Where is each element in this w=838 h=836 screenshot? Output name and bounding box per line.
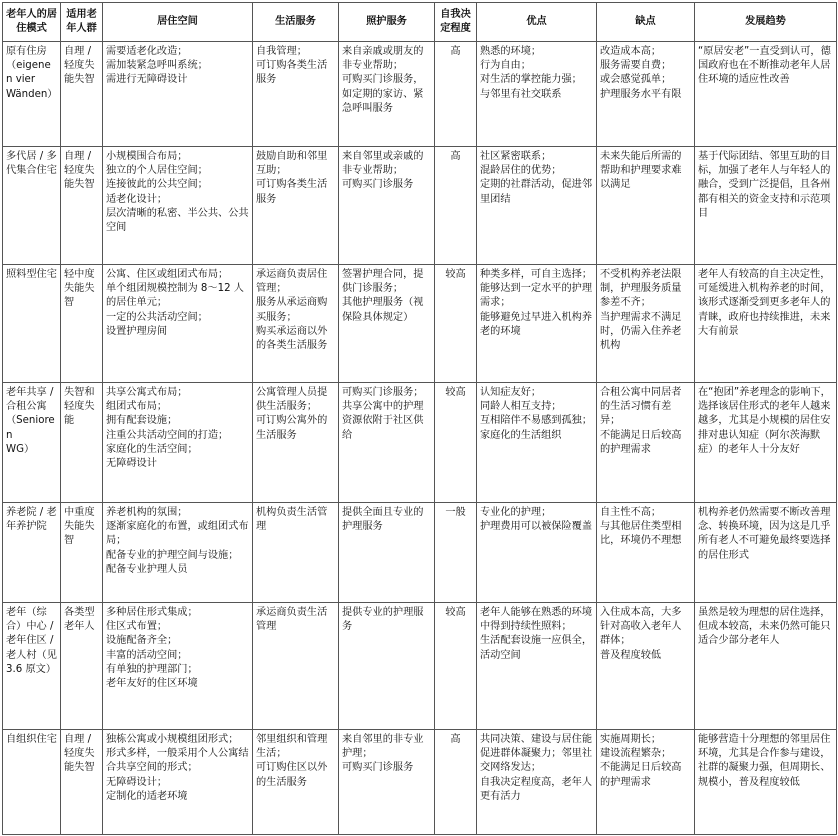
cell-space [103, 383, 253, 503]
cell-trend [695, 265, 837, 383]
cell-care-service [339, 147, 435, 265]
cell-line: 一定的公共活动空间； [106, 311, 208, 323]
cell-line: 自理 / 轻度失能失智 [64, 734, 95, 774]
cell-line: 在“抱团”养老理念的影响下，选择该居住形式的老年人越来越多，尤其是小规模的居住安排对患认知症（阿尔茨海默症）的老年人十分友好 [698, 387, 831, 455]
cell-line: 中重度失能失智 [64, 507, 95, 547]
cell-self-determination: 高 [435, 730, 477, 835]
cell-cons [597, 730, 695, 835]
cell-trend [695, 147, 837, 265]
cell-line: 来自亲戚或朋友的非专业帮助； [342, 46, 424, 72]
cell-mode [3, 603, 61, 730]
cell-line: 互相陪伴不易感到孤独； [480, 415, 593, 427]
cell-life-service [253, 42, 339, 147]
cell-space [103, 503, 253, 603]
cell-line: 邻里组织和管理生活； [256, 734, 328, 760]
cell-mode [3, 383, 61, 503]
cell-line: 多种居住形式集成； [106, 607, 198, 618]
cell-line: 组团式布局； [106, 401, 168, 413]
cell-mode [3, 730, 61, 835]
cell-self-determination: 较高 [435, 383, 477, 503]
cell-line: 生活配套设施一应俱全，活动空间 [480, 635, 593, 661]
cell-line: 承运商负责生活管理 [256, 607, 328, 633]
cell-line: 承运商负责居住管理； [256, 269, 328, 295]
cell-group [61, 730, 103, 835]
cell-line: 可订购各类生活服务 [256, 179, 328, 205]
cell-line: 老年（综合）中心 / 老年住区 / 老人村（见 3.6 原文） [6, 607, 57, 675]
cell-line: 设置护理房间 [106, 325, 168, 337]
cell-line: 轻中度失能失智 [64, 269, 95, 309]
cell-line: 养老机构的氛围； [106, 507, 188, 518]
cell-line: 老年友好的住区环境 [106, 678, 198, 690]
cell-line: 不能满足日后较高的护理需求 [600, 429, 682, 455]
cell-line: 来自邻里的非专业护理； [342, 734, 424, 760]
cell-line: “原居安老”一直受到认可，德国政府也在不断推动老年人居住环境的适应性改善 [698, 46, 831, 86]
cell-line: 原有住房 [6, 46, 47, 57]
cell-space [103, 42, 253, 147]
elderly-housing-comparison-table [2, 2, 837, 835]
header-cons: 缺点 [597, 3, 695, 42]
cell-line: 机构养老仍然需要不断改善理念、转换环境，因为这是几乎所有老人不可避免最终要选择的居住形式 [698, 507, 831, 561]
cell-line: 能够营造十分理想的邻里居住环境，尤其是合作参与建设，社群的凝聚力强，但周期长、规模小，普及程度较低 [698, 734, 831, 788]
cell-pros [477, 383, 597, 503]
cell-line: 可购买门诊服务 [342, 179, 414, 191]
cell-life-service [253, 265, 339, 383]
cell-line: 需进行无障碍设计 [106, 74, 188, 86]
cell-pros [477, 730, 597, 835]
cell-line: 丰富的活动空间； [106, 649, 188, 661]
cell-line: 多代居 / 多代集合住宅 [6, 151, 57, 177]
cell-group [61, 603, 103, 730]
cell-line: 虽然是较为理想的居住选择，但成本较高，未来仍然可能只适合少部分老年人 [698, 607, 831, 647]
cell-line: 或会感觉孤单； [600, 74, 672, 86]
cell-line: 同龄人相互支持； [480, 401, 562, 413]
cell-line: 失智和轻度失能 [64, 387, 95, 427]
cell-line: 公寓、住区或组团式布局； [106, 269, 229, 280]
cell-life-service [253, 503, 339, 603]
cell-line: 设施配备齐全； [106, 635, 178, 647]
cell-line: 来自邻里或亲戚的非专业帮助； [342, 151, 424, 177]
cell-line: 合租公寓中同居者的生活习惯有差异； [600, 387, 682, 427]
cell-line: WG） [6, 443, 35, 455]
cell-line: 实施周期长； [600, 734, 662, 745]
cell-pros [477, 503, 597, 603]
cell-line: 自理 / 轻度失能失智 [64, 46, 95, 86]
header-space: 居住空间 [103, 3, 253, 42]
cell-line: 建设流程繁杂； [600, 748, 672, 760]
cell-line: 自主性不高； [600, 507, 662, 518]
cell-line: 能够达到一定水平的护理需求； [480, 283, 593, 309]
cell-mode [3, 147, 61, 265]
cell-line: 注重公共活动空间的打造； [106, 429, 229, 441]
cell-cons [597, 383, 695, 503]
cell-group [61, 503, 103, 603]
cell-line: 可购买门诊服务； [342, 387, 424, 398]
cell-line: 公寓管理人员提供生活服务； [256, 387, 328, 413]
cell-mode [3, 503, 61, 603]
cell-line: 机构负责生活管理 [256, 507, 328, 533]
table-row [3, 730, 837, 835]
cell-group [61, 42, 103, 147]
cell-line: 无障碍设计； [106, 776, 168, 788]
cell-line: 混龄居住的优势； [480, 165, 562, 177]
cell-trend [695, 503, 837, 603]
cell-line: 老年人能够在熟悉的环境中得到持续性照料； [480, 607, 593, 633]
cell-pros [477, 265, 597, 383]
cell-care-service [339, 42, 435, 147]
cell-line: 行为自由； [480, 60, 531, 72]
cell-line: 共同决策、建设与居住能促进群体凝聚力；邻里社交网络发达； [480, 734, 593, 774]
cell-line: 不能满足日后较高的护理需求 [600, 762, 682, 788]
header-life-service: 生活服务 [253, 3, 339, 42]
table-row [3, 503, 837, 603]
cell-self-determination: 较高 [435, 603, 477, 730]
table-row [3, 383, 837, 503]
cell-space [103, 147, 253, 265]
header-self-determination: 自我决定程度 [435, 3, 477, 42]
cell-line: 提供全面且专业的护理服务 [342, 507, 424, 533]
cell-self-determination: 一般 [435, 503, 477, 603]
cell-line: 定期的社群活动，促进邻里团结 [480, 179, 593, 205]
cell-line: 提供专业的护理服务 [342, 607, 424, 633]
cell-line: 种类多样，可自主选择； [480, 269, 593, 280]
cell-mode [3, 42, 61, 147]
cell-line: 小规模围合布局； [106, 151, 188, 162]
cell-line: 购买承运商以外的各类生活服务 [256, 325, 328, 352]
cell-mode [3, 265, 61, 383]
cell-line: 普及程度较低 [600, 649, 662, 661]
cell-life-service [253, 730, 339, 835]
cell-line: 可购买门诊服务，如定期的家访、紧急呼叫服务 [342, 74, 424, 114]
cell-space [103, 730, 253, 835]
cell-line: 单个组团规模控制为 8～12 人的居住单元； [106, 283, 244, 309]
cell-line: 自理 / 轻度失能失智 [64, 151, 95, 191]
cell-line: 签署护理合同，提供门诊服务； [342, 269, 424, 295]
cell-cons [597, 503, 695, 603]
cell-trend [695, 383, 837, 503]
cell-space [103, 265, 253, 383]
cell-life-service [253, 147, 339, 265]
cell-care-service [339, 603, 435, 730]
cell-line: 可订购公寓外的生活服务 [256, 415, 328, 441]
cell-line: 独立的个人居住空间； [106, 165, 208, 177]
cell-line: 配备专业护理人员 [106, 563, 188, 575]
cell-self-determination: 高 [435, 147, 477, 265]
cell-line: 独栋公寓或小规模组团形式； [106, 734, 239, 745]
cell-line: 无障碍设计 [106, 458, 157, 470]
cell-line: 有单独的护理部门； [106, 663, 198, 675]
cell-line: 老年人有较高的自主决定性，可延缓进入机构养老的时间，该形式逐渐受到更多老年人的青睐，政府也持续推进，未来大有前景 [698, 269, 831, 337]
cell-group [61, 383, 103, 503]
cell-line: 能够避免过早进入机构养老的环境 [480, 311, 593, 337]
cell-line: 适老化设计； [106, 193, 168, 205]
cell-life-service [253, 603, 339, 730]
cell-line: 家庭化的生活空间； [106, 443, 198, 455]
cell-line: 可购买门诊服务 [342, 762, 414, 774]
header-trend: 发展趋势 [695, 3, 837, 42]
cell-pros [477, 603, 597, 730]
cell-line: 改造成本高； [600, 46, 662, 57]
cell-line: 需要适老化改造； [106, 46, 188, 57]
cell-line: 照料型住宅 [6, 269, 57, 280]
cell-line: 老年共享 / 合租公寓 [6, 387, 54, 413]
cell-line: 层次清晰的私密、半公共、公共空间 [106, 207, 249, 234]
cell-cons [597, 42, 695, 147]
cell-line: 入住成本高，大多针对高收入老年人群体； [600, 607, 682, 647]
header-care-service: 照护服务 [339, 3, 435, 42]
cell-self-determination: 较高 [435, 265, 477, 383]
cell-cons [597, 603, 695, 730]
cell-line: 社区紧密联系； [480, 151, 552, 162]
cell-line: 自组织住宅 [6, 734, 57, 745]
cell-line: 住区式布置； [106, 621, 168, 633]
cell-space [103, 603, 253, 730]
cell-line: 与其他居住类型相比，环境仍不理想 [600, 521, 682, 547]
cell-line: 熟悉的环境； [480, 46, 542, 57]
cell-line: 鼓励自助和邻里互助； [256, 151, 328, 177]
cell-self-determination: 高 [435, 42, 477, 147]
header-mode: 老年人的居住模式 [3, 3, 61, 42]
cell-trend [695, 42, 837, 147]
cell-care-service [339, 383, 435, 503]
cell-line: 服务需要自费； [600, 60, 672, 72]
cell-line: 未来失能后所需的帮助和护理要求难以满足 [600, 151, 682, 191]
cell-line: 共享公寓中的护理资源依附于社区供给 [342, 401, 424, 441]
cell-pros [477, 147, 597, 265]
header-pros: 优点 [477, 3, 597, 42]
cell-line: 养老院 / 老年养护院 [6, 507, 57, 533]
cell-cons [597, 147, 695, 265]
cell-line: 需加装紧急呼叫系统； [106, 60, 208, 72]
cell-trend [695, 730, 837, 835]
cell-line: 当护理需求不满足时，仍需入住养老机构 [600, 311, 682, 352]
cell-life-service [253, 383, 339, 503]
cell-line: 专业化的护理； [480, 507, 552, 518]
cell-line: 护理服务水平有限 [600, 88, 682, 100]
table-row [3, 42, 837, 147]
cell-line: 不受机构养老法限制，护理服务质量参差不齐； [600, 269, 682, 309]
cell-care-service [339, 265, 435, 383]
cell-line: 服务从承运商购买服务； [256, 297, 328, 323]
cell-line: 可订购各类生活服务 [256, 60, 328, 86]
table-row [3, 147, 837, 265]
cell-line: 拥有配套设施； [106, 415, 178, 427]
cell-line: 定制化的适老环境 [106, 790, 188, 802]
cell-group [61, 265, 103, 383]
cell-line: 基于代际团结、邻里互助的目标，加强了老年人与年轻人的融合，受到广泛提倡，且各州都有相关的资金支持和示范项目 [698, 151, 831, 219]
header-row [3, 3, 837, 42]
cell-line: 共享公寓式布局； [106, 387, 188, 398]
cell-line: 配备专业的护理空间与设施； [106, 549, 239, 561]
cell-cons [597, 265, 695, 383]
table-row [3, 265, 837, 383]
cell-pros [477, 42, 597, 147]
cell-line: 自我决定程度高，老年人更有活力 [480, 776, 593, 802]
cell-line: 护理费用可以被保险覆盖 [480, 521, 593, 533]
cell-line: 家庭化的生活组织 [480, 429, 562, 441]
cell-line: 可订购住区以外的生活服务 [256, 762, 328, 788]
cell-trend [695, 603, 837, 730]
cell-group [61, 147, 103, 265]
cell-line: （Senioren [6, 415, 55, 441]
cell-line: Wänden） [6, 88, 58, 100]
cell-line: 各类型老年人 [64, 607, 95, 633]
cell-line: 连接彼此的公共空间； [106, 179, 208, 191]
cell-line: 逐渐家庭化的布置，或组团式布局； [106, 521, 249, 547]
header-group: 适用老年人群 [61, 3, 103, 42]
table-row [3, 603, 837, 730]
cell-line: 与邻里有社交联系 [480, 88, 562, 100]
cell-line: 形式多样，一般采用个人公寓结合共享空间的形式； [106, 748, 249, 774]
table-body [3, 42, 837, 835]
cell-care-service [339, 730, 435, 835]
cell-line: 认知症友好； [480, 387, 542, 398]
cell-care-service [339, 503, 435, 603]
cell-line: 对生活的掌控能力强； [480, 74, 582, 86]
cell-line: 自我管理； [256, 46, 307, 57]
cell-line: （eigenen vier [6, 60, 51, 86]
cell-line: 其他护理服务（视保险具体规定） [342, 297, 424, 323]
